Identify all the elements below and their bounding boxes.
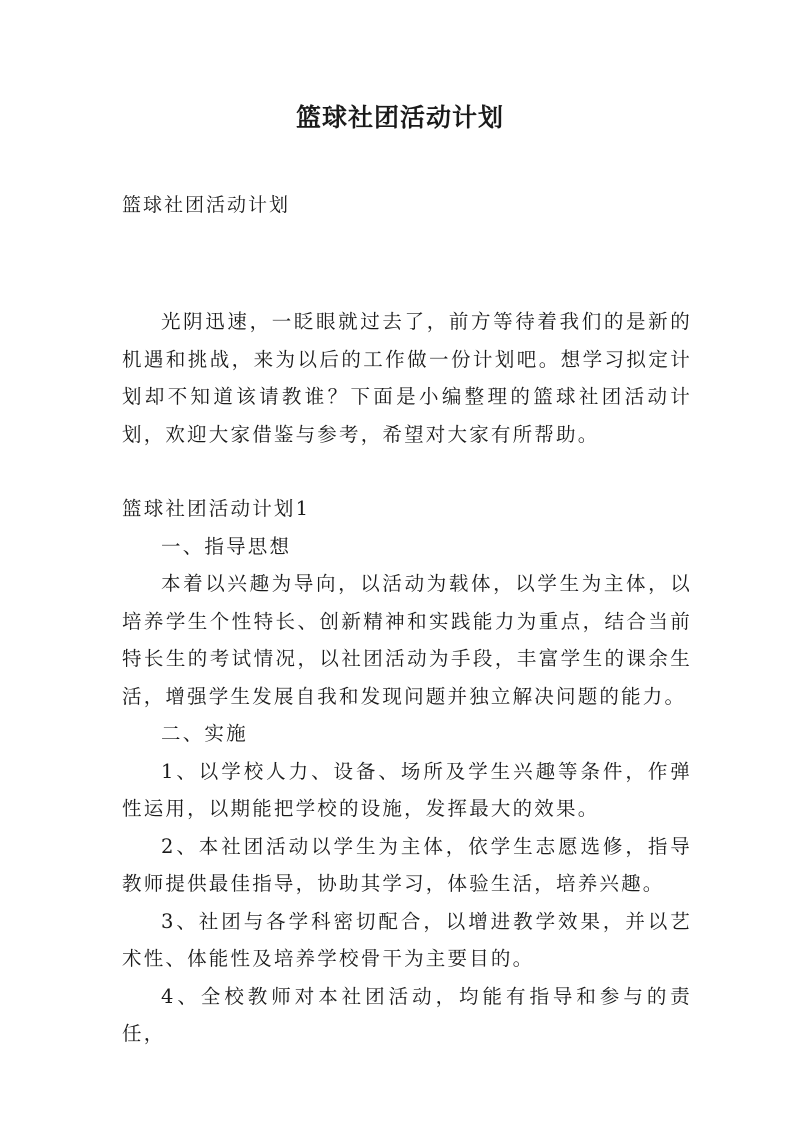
implementation-item-4: 4、全校教师对本社团活动，均能有指导和参与的责任，	[122, 984, 692, 1045]
implementation-item-3: 3、社团与各学科密切配合，以增进教学效果，并以艺术性、体能性及培养学校骨干为主要目的。	[122, 909, 692, 970]
plan-section	[122, 490, 692, 1053]
document-subtitle: 篮球社团活动计划	[122, 194, 291, 216]
section1-paragraph: 本着以兴趣为导向，以活动为载体，以学生为主体，以培养学生个性特长、创新精神和实践能力为重点，结合当前特长生的考试情况，以社团活动为手段，丰富学生的课余生活，增强学生发展自我和发现问题并独立解决问题的能力。	[122, 572, 692, 708]
intro-paragraph: 光阴迅速，一眨眼就过去了，前方等待着我们的是新的机遇和挑战，来为以后的工作做一份计划吧。想学习拟定计划却不知道该请教谁？下面是小编整理的篮球社团活动计划，欢迎大家借鉴与参考，希望对大家有所帮助。	[122, 310, 692, 446]
intro-section	[122, 303, 692, 453]
document-title: 篮球社团活动计划	[295, 103, 504, 132]
section1-heading: 一、指导思想	[161, 534, 292, 558]
implementation-item-2: 2、本社团活动以学生为主体，依学生志愿选修，指导教师提供最佳指导，协助其学习，体验生活，培养兴趣。	[122, 834, 692, 895]
plan-heading: 篮球社团活动计划1	[122, 497, 311, 520]
section2-heading: 二、实施	[161, 722, 248, 745]
implementation-item-1: 1、以学校人力、设备、场所及学生兴趣等条件，作弹性运用，以期能把学校的设施，发挥最大的效果。	[122, 759, 692, 820]
